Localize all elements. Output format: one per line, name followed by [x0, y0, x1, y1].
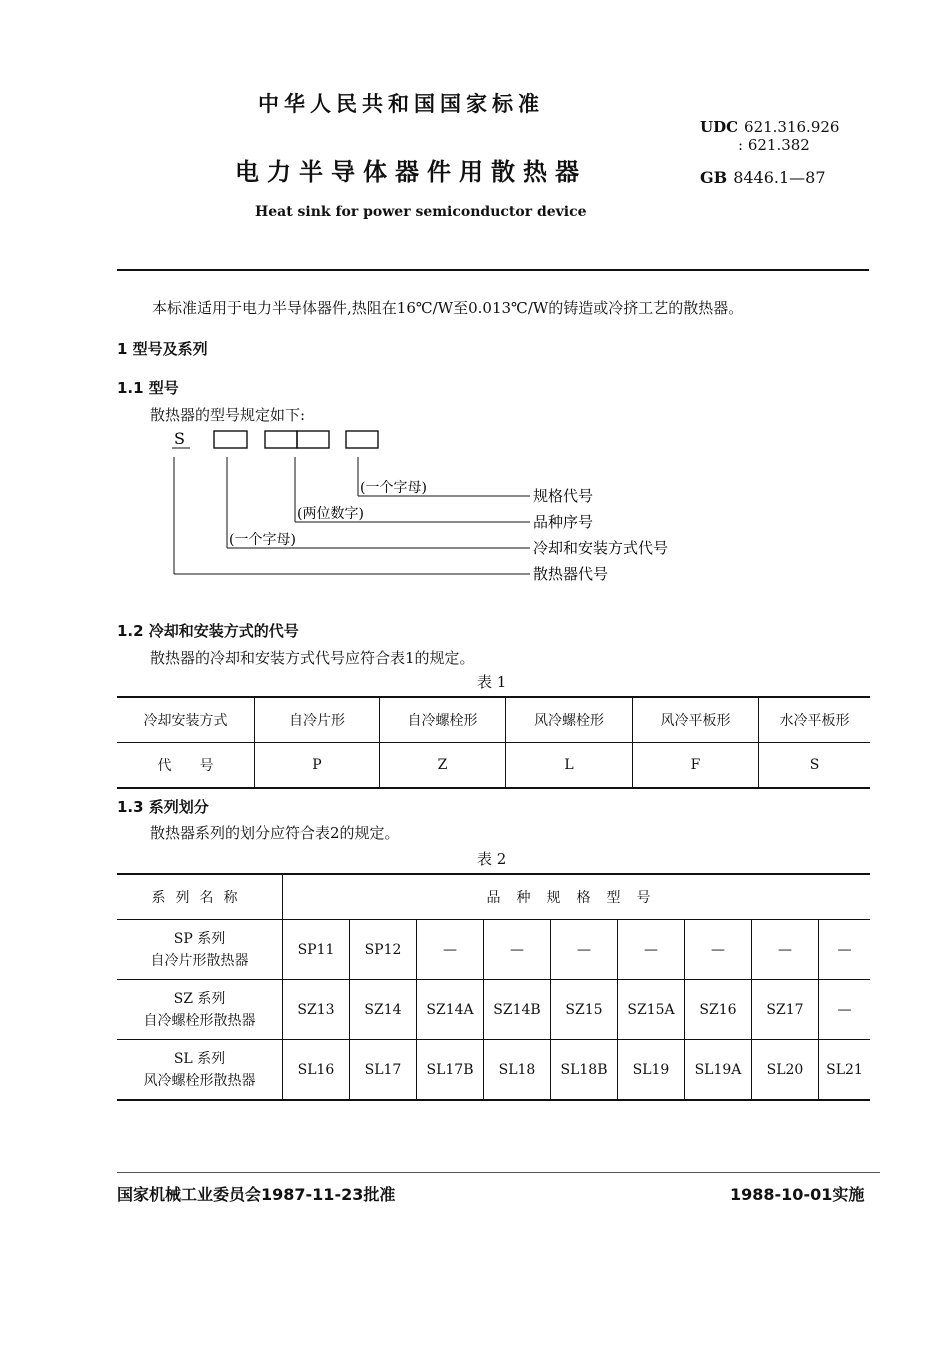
diagram-box-letter-2: [346, 431, 378, 448]
table-cell: SZ14: [350, 980, 417, 1040]
table-cell: SL18B: [551, 1040, 618, 1101]
series-desc: 自冷片形散热器: [150, 952, 249, 969]
series-table: [117, 873, 870, 1101]
series-desc: 自冷螺栓形散热器: [143, 1012, 256, 1029]
diagram-label-spec-letter: (一个字母): [360, 480, 427, 496]
table-2-header-row: [117, 874, 870, 920]
table-cell: 代 号: [117, 743, 255, 789]
model-code-diagram: [0, 0, 950, 600]
table-cell: 系列名称: [117, 874, 283, 920]
diagram-prefix-s: S: [174, 429, 185, 448]
table-cell: —: [752, 920, 819, 980]
table-cell: SZ15: [551, 980, 618, 1040]
national-standard-heading: 中华人民共和国国家标准: [258, 92, 544, 116]
series-desc: 风冷螺栓形散热器: [143, 1072, 256, 1089]
table-cell: SL18: [484, 1040, 551, 1101]
diagram-box-letter-1: [214, 431, 247, 448]
table-cell: 自冷螺栓形: [380, 697, 506, 743]
table-cell: P: [255, 743, 380, 789]
table-row: [117, 1040, 870, 1101]
table-row: [117, 920, 870, 980]
diagram-meaning-spec-code: 规格代号: [533, 487, 594, 505]
document-title-en: Heat sink for power semiconductor device: [255, 204, 587, 220]
table-cell: [117, 920, 283, 980]
table-cell: SL19: [618, 1040, 685, 1101]
section-1-3-heading: 1.3 系列划分: [117, 798, 209, 816]
scope-paragraph: 本标准适用于电力半导体器件,热阻在16℃/W至0.013℃/W的铸造或冷挤工艺的散热器。: [152, 299, 744, 317]
table-cell: SL20: [752, 1040, 819, 1101]
approval-date: 国家机械工业委员会1987-11-23批准: [117, 1185, 396, 1204]
table-cell: SZ17: [752, 980, 819, 1040]
diagram-box-digit-2: [297, 431, 329, 448]
series-name: SP 系列: [173, 930, 226, 947]
table-cell: —: [618, 920, 685, 980]
table-cell: SL17: [350, 1040, 417, 1101]
table-cell: SZ14B: [484, 980, 551, 1040]
table-cell: [117, 980, 283, 1040]
diagram-meaning-heatsink-code: 散热器代号: [533, 565, 609, 583]
table-cell: 品种规格型号: [283, 874, 871, 920]
gb-label: GB: [700, 168, 728, 187]
table-cell: SL17B: [417, 1040, 484, 1101]
footer-divider: [117, 1172, 880, 1173]
table-1-caption: 表 1: [477, 673, 507, 691]
series-name: SL 系列: [173, 1050, 226, 1067]
diagram-meaning-variety-number: 品种序号: [533, 513, 594, 531]
table-row: [117, 980, 870, 1040]
table-cell: SZ13: [283, 980, 350, 1040]
section-1-heading: 1 型号及系列: [117, 340, 208, 358]
table-cell: SZ15A: [618, 980, 685, 1040]
table-cell: S: [759, 743, 871, 789]
table-1-code-row: [117, 743, 870, 789]
udc-value-1: 621.316.926: [744, 118, 840, 136]
section-1-2-text: 散热器的冷却和安装方式代号应符合表1的规定。: [150, 649, 475, 667]
table-cell: SL16: [283, 1040, 350, 1101]
table-cell: 风冷螺栓形: [506, 697, 633, 743]
table-cell: —: [551, 920, 618, 980]
table-cell: SP11: [283, 920, 350, 980]
table-cell: SZ14A: [417, 980, 484, 1040]
table-cell: SL19A: [685, 1040, 752, 1101]
diagram-meaning-cooling-code: 冷却和安装方式代号: [533, 539, 669, 557]
table-cell: SP12: [350, 920, 417, 980]
table-cell: —: [685, 920, 752, 980]
diagram-label-two-digits: (两位数字): [297, 506, 364, 522]
gb-value: 8446.1—87: [733, 168, 826, 187]
document-title-cn: 电力半导体器件用散热器: [235, 158, 587, 186]
series-name: SZ 系列: [173, 990, 226, 1007]
table-cell: SZ16: [685, 980, 752, 1040]
table-cell: 冷却安装方式: [117, 697, 255, 743]
udc-label: UDC: [700, 118, 739, 136]
section-1-3-text: 散热器系列的划分应符合表2的规定。: [150, 824, 400, 842]
diagram-box-digit-1: [265, 431, 297, 448]
table-cell: SL21: [819, 1040, 871, 1101]
table-cell: Z: [380, 743, 506, 789]
table-cell: 风冷平板形: [633, 697, 759, 743]
section-1-1-text: 散热器的型号规定如下:: [150, 406, 306, 424]
cooling-code-table: [117, 696, 870, 789]
table-cell: L: [506, 743, 633, 789]
table-cell: —: [484, 920, 551, 980]
section-1-1-heading: 1.1 型号: [117, 379, 179, 397]
table-1-header-row: [117, 697, 870, 743]
table-2-caption: 表 2: [477, 850, 507, 868]
udc-code-line2: : 621.382: [738, 136, 810, 154]
table-cell: —: [819, 980, 871, 1040]
table-cell: 自冷片形: [255, 697, 380, 743]
section-1-2-heading: 1.2 冷却和安装方式的代号: [117, 622, 299, 640]
table-cell: —: [417, 920, 484, 980]
table-cell: —: [819, 920, 871, 980]
table-cell: 水冷平板形: [759, 697, 871, 743]
effective-date: 1988-10-01实施: [730, 1185, 865, 1204]
diagram-label-cooling-letter: (一个字母): [229, 532, 296, 548]
table-cell: F: [633, 743, 759, 789]
table-cell: [117, 1040, 283, 1101]
